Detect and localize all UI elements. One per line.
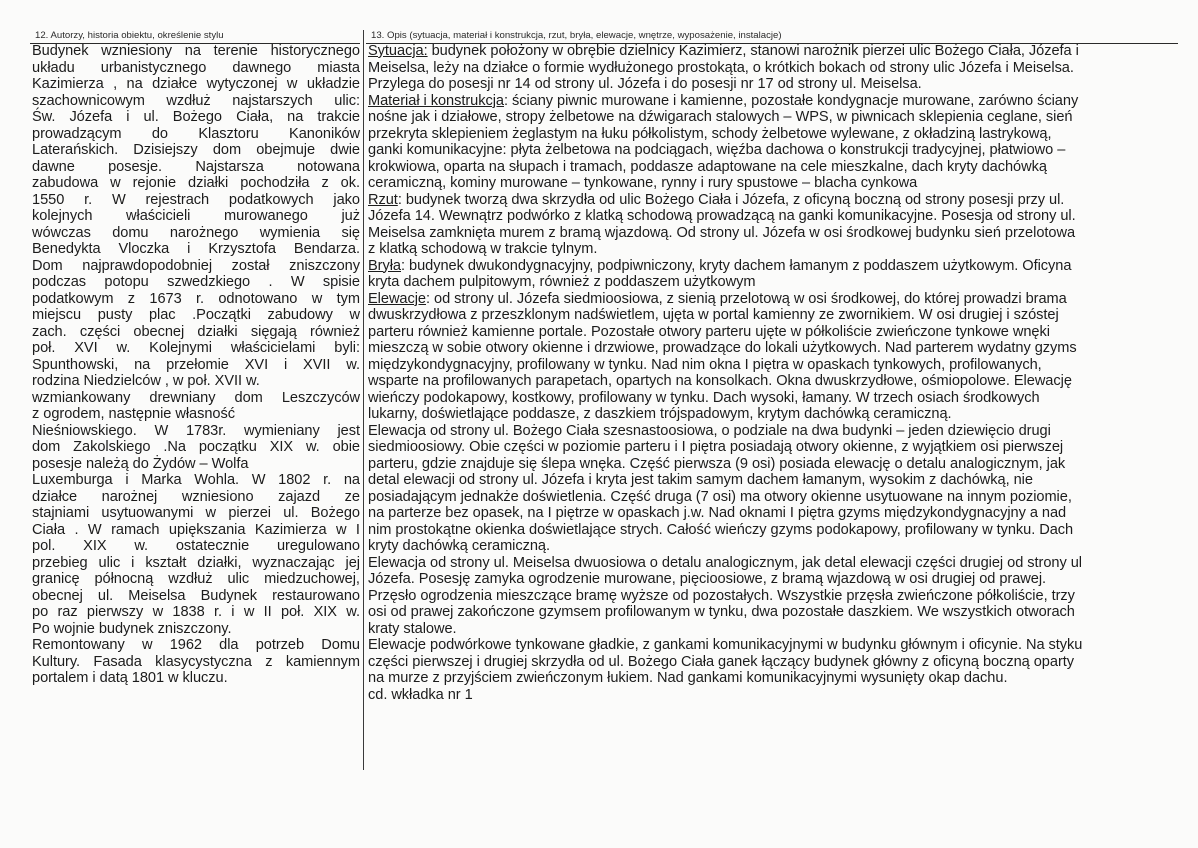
description-line-text: posiadającym jednakże doświetlenia. Część druga (7 osi) ma otwory okienne usytuowane na innym poziomie, [368,488,1072,505]
description-line [368,390,1180,407]
description-line-text: Elewacja od strony ul. Meiselsa dwuosiowa o detalu analogicznym, jak detal elewacji części drugiej od strony ul [368,554,1082,571]
description-line-text: lukarny, doświetlające poddasze, z daszkiem trójspadowym, krytym dachówką ceramiczną. [368,406,952,422]
description-line-text: Elewacja od strony ul. Bożego Ciała szesnastoosiowa, o podziale na dwa budynki – jeden dziewięcio drugi [368,422,1051,439]
history-line [32,456,360,473]
history-line: działce narożnej wzniesiono zajazd ze [32,488,360,505]
description-text [368,43,1180,703]
description-column-header: 13. Opis (sytuacja, materiał i konstrukcja, rzut, bryła, elewacje, wnętrze, wyposażenie, instalacje) [371,30,782,41]
history-line: Luxemburga i Marka Wohla. W 1802 r. na [32,472,360,488]
description-line-text: dwuskrzydłowa z przeszklonym nadświetlem, ujęta w portal kamienny ze zwornikiem. W osi drugiej i szóstej [368,307,1059,323]
description-line [368,357,1180,374]
history-line: dom Zakolskiego .Na początku XIX w. obie [32,439,360,455]
description-line [368,588,1180,605]
description-line-text: siedmioosiowy. Obie części w poziomie parteru i I piętra posiadają otwory okienne, z wyjątkiem osi pierwszej [368,439,1064,455]
description-line [368,307,1180,324]
history-line [32,670,360,687]
description-line-text: Meiselsa, leży na działce o formie wydłużonego prostokąta, o krótkich bokach od strony ulic Józefa i Meiselsa. [368,59,1074,76]
history-line: wówczas domu narożnego wymienia się [32,224,360,241]
history-column [32,29,360,687]
description-line [368,93,1180,110]
description-line [368,159,1180,176]
description-line [368,340,1180,357]
description-line [368,76,1180,93]
history-line: podatkowym z 1673 r. odnotowano w tym [32,290,360,307]
description-line-text: parteru, gdzie znajduje się ślepa wnęka. Część pierwsza (9 osi) posiada elewację o detalu analogicznym, jak [368,455,1066,472]
history-line-text: rodzina Niedzielców , w poł. XVII w. [32,373,260,389]
description-line-text: Józefa. Posesję zamyka ogrodzenie murowane, pięcioosiowe, z bramą wjazdową w osi drugiej od prawej. [368,571,1047,587]
description-line-text: parteru również kamienne portale. Pozostałe otwory parteru ujęte w półkoliście zwieńczone tynkowe wnęki [368,323,1050,340]
section-heading: Rzut [368,191,398,208]
history-line: zach. części obecnej działki sięgają również [32,323,360,340]
history-line: Św. Józefa i ul. Bożego Ciała, na trakcie [32,109,360,125]
description-line [368,571,1180,588]
description-line-text: kryta dachem pulpitowym, również z poddaszem użytkowym [368,274,756,290]
description-line [368,670,1180,687]
description-line-text: : budynek tworzą dwa skrzydła od ulic Bożego Ciała i Józefa, z oficyną boczną od strony posesji przy ul. [397,191,1065,208]
description-line-text: wieńczy podokapowy, kostkowy, profilowany w tynku. Dach wysoki, łamany. W trzech osiach środkowych [368,389,1040,406]
description-line [368,538,1180,555]
history-line [32,621,360,638]
description-line [368,60,1180,77]
history-line: Dom najprawdopodobniej został zniszczony [32,257,360,274]
history-line: przebieg ulic i kształt działki, wyznaczając jej [32,554,360,571]
history-line-text: z ogrodem, następnie własność [32,406,235,422]
history-line [32,406,360,423]
section-heading: Materiał i konstrukcja [368,92,504,109]
history-line: obecnej ul. Meiselsa Budynek restaurowano [32,587,360,604]
description-line [368,208,1180,225]
history-line: po raz pierwszy w 1838 r. i w II poł. XIX w. [32,604,360,620]
description-line [368,637,1180,654]
description-line-text: cd. wkładka nr 1 [368,686,473,703]
description-column [368,29,1180,703]
description-line-text: nim prostokątne okienka doświetlające strych. Całość wieńczy gzyms podokapowy, profilowany w tynku. Dach [368,521,1074,538]
description-line [368,439,1180,456]
description-line [368,175,1180,192]
description-line [368,324,1180,341]
history-line: Remontowany w 1962 dla potrzeb Domu [32,637,360,653]
history-line [32,373,360,390]
description-line-text: detal elewacji od strony ul. Józefa i kryta jest takim samym dachem łamanym, wysokim z dachówką, nie [368,472,1033,488]
description-line-text: Przęsło ogrodzenia mieszczące bramę wyższe od pozostałych. Wszystkie przęsła zwieńczone półkoliście, trzy [368,587,1075,604]
history-line: poł. XVI w. Kolejnymi właścicielami byli: [32,340,360,356]
description-line-text: budynek położony w obrębie dzielnicy Kazimierz, stanowi narożnik pierzei ulic Bożego Ciała, Józefa i [427,43,1079,59]
description-line [368,604,1180,621]
description-line [368,192,1180,209]
description-line [368,258,1180,275]
description-line [368,126,1180,143]
description-line-text: : ściany piwnic murowane i kamienne, pozostałe kondygnacje murowane, zarówno ściany [503,92,1079,109]
description-line-text: Meiselsa zamknięta murem z bramą wjazdową. Od strony ul. Józefa w osi środkowej budynku sień przelotowa [368,224,1076,241]
description-line [368,489,1180,506]
history-line: Spunthowski, na przełomie XVI i XVII w. [32,356,360,373]
column-divider [363,30,364,770]
description-line-text: części pierwszej i drugiej skrzydła od ul. Bożego Ciała ganek łączący budynek główny z oficyną boczną oparty [368,653,1075,670]
history-line-text: Po wojnie budynek zniszczony. [32,620,232,637]
description-line-text: : od strony ul. Józefa siedmioosiowa, z sienią przelotową w osi środkowej, do której prowadzi brama [426,290,1067,307]
description-line [368,291,1180,308]
history-line: 1550 r. W rejestrach podatkowych jako [32,191,360,208]
description-line-text: Józefa 14. Wewnątrz podwórko z klatką schodową prowadzącą na ganki komunikacyjne. Posesja od strony ul. [368,208,1076,224]
history-line: wzmiankowany drewniany dom Leszczyców [32,389,360,406]
description-line [368,406,1180,423]
history-line: zabudowa w rejonie działki pochodziła z ok. [32,175,360,191]
history-line: Kultury. Fasada klasycystyczna z kamiennym [32,653,360,670]
description-line-text: wsparte na profilowanych parapetach, opartych na konsolkach. Okna dwuskrzydłowe, ośmiopolowe. Elewację [368,373,1072,389]
description-line [368,423,1180,440]
history-line: Laterańskich. Dzisiejszy dom obejmuje dwie [32,142,360,158]
description-line [368,373,1180,390]
history-line: Ciała . W ramach upiększania Kazimierza w I [32,521,360,538]
history-line: szachownicowym wzdłuż najstarszych ulic: [32,92,360,109]
description-line-text: na murze z przyjściem zwieńczonym łukiem. Nad gankami komunikacyjnymi wysunięty okap dachu. [368,670,1008,686]
history-line-text: posesje należą do Żydów – Wolfa [32,455,249,472]
description-line [368,505,1180,522]
history-column-header: 12. Autorzy, historia obiektu, określenie stylu [35,30,224,41]
description-line [368,555,1180,572]
description-line-text: : budynek dwukondygnacyjny, podpiwniczony, kryty dachem łamanym z poddaszem użytkowym. Oficyna [401,257,1072,274]
history-line: Nieśniowskiego. W 1783r. wymieniany jest [32,422,360,439]
history-line: prowadzącym do Klasztoru Kanoników [32,125,360,142]
description-line-text: przekryta sklepieniem żeglastym na łuku półkolistym, schody żelbetowe wylewane, z okładziną lastrykową, [368,125,1052,142]
history-line: miejscu pusty plac .Początki zabudowy w [32,307,360,323]
history-line: kolejnych właścicieli murowanego już [32,208,360,224]
history-text [32,43,360,687]
history-line: Budynek wzniesiony na terenie historycznego [32,43,360,59]
description-line-text: na parterze bez opasek, na I piętrze w opaskach j.w. Nad oknami I piętra gzyms międzykondygnacyjny a nad [368,505,1067,521]
description-line [368,142,1180,159]
description-line [368,522,1180,539]
description-line [368,225,1180,242]
description-line-text: nośne jak i działowe, stropy żelbetowe na dźwigarach stalowych – WPS, w piwnicach sklepienia ceglane, sień [368,109,1073,125]
description-line [368,472,1180,489]
history-line-text: portalem i datą 1801 w kluczu. [32,670,228,686]
history-line: podczas potopu szwedzkiego . W spisie [32,274,360,290]
description-line [368,687,1180,704]
history-line: Benedykta Vloczka i Krzysztofa Bendarza. [32,241,360,257]
description-line [368,274,1180,291]
description-line-text: mieszczą w sobie otwory okienne i drzwiowe, prowadzące do lokali użytkowych. Nad parterem wydatny gzyms [368,340,1077,356]
history-line: stajniami usytuowanymi w pierzei ul. Bożego [32,505,360,521]
description-line-text: ceramiczną, kominy murowane – tynkowane, rynny i rury spustowe – blacha cynkowa [368,175,918,191]
section-heading: Sytuacja: [368,43,428,59]
description-line [368,43,1180,60]
description-line [368,621,1180,638]
history-line: pol. XIX w. ostatecznie uregulowano [32,538,360,554]
description-line [368,654,1180,671]
description-line [368,241,1180,258]
description-line-text: Przylega do posesji nr 14 od strony ul. Józefa i do posesji nr 17 od strony ul. Meiselsa. [368,76,922,92]
section-heading: Elewacje [368,290,427,307]
history-line: dawne posesje. Najstarsza notowana [32,158,360,175]
description-line-text: ganki komunikacyjne: płyta żelbetowa na podciągach, więźba dachowa o konstrukcji tradycyjnej, płatwiowo – [368,142,1066,158]
section-heading: Bryła [368,257,401,274]
description-line-text: kryty dachówką ceramiczną. [368,538,550,554]
description-line-text: osi od prawej zakończone gzymsem profilowanym w tynku, dwa pozostałe daszkiem. We wszystkich otworach [368,604,1075,620]
description-line [368,456,1180,473]
history-line: Kazimierza , na działce wytyczonej w układzie [32,76,360,92]
description-line-text: Elewacje podwórkowe tynkowane gładkie, z gankami komunikacyjnymi w budynku głównym i oficynie. Na styku [368,637,1083,653]
description-line-text: kraty stalowe. [368,620,457,637]
description-line-text: z klatką schodową w trakcie tylnym. [368,241,598,257]
description-line-text: międzykondygnacyjny, profilowany w tynku. Nad nim okna I piętra w opaskach tynkowych, profilowanych, [368,356,1042,373]
history-line: układu urbanistycznego dawnego miasta [32,59,360,76]
description-line [368,109,1180,126]
description-line-text: krokwiowa, oparta na słupach i tramach, poddasze adaptowane na cele mieszkalne, dach kryty dachówką [368,158,1047,175]
history-line: granicę północną wzdłuż ulic miedzuchowej, [32,571,360,587]
